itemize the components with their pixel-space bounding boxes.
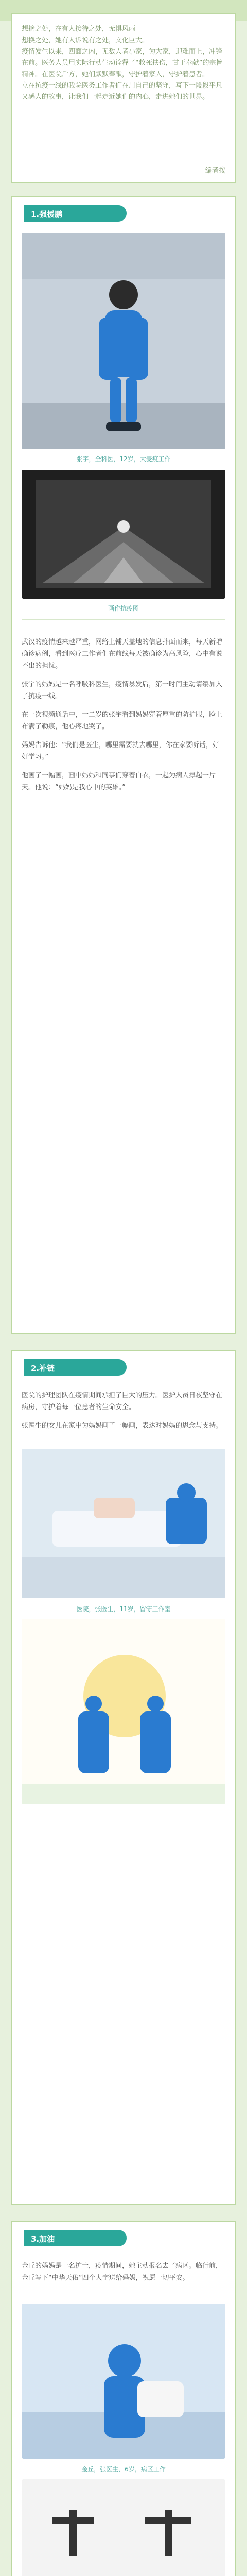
intro-signature: ——编者按 xyxy=(191,167,225,175)
intro-text xyxy=(22,24,225,103)
intro-line-3: 疫情发生以来，四面之内，无数人者小家，为大家，迎难而上，冲锋在前。医务人员用实际行动生动诠释了“救死扶伤，甘于奉献”的宗旨精神。在医院后方，她们默默奉献，守护着家人，守护着患者。 xyxy=(22,48,223,78)
section-1-paragraph-2: 张宇的妈妈是一名呼吸科医生，疫情暴发后，第一时间主动请缨加入了抗疫一线。 xyxy=(22,681,223,700)
intro-line-2: 想换之处，她有人诉说有之处，文化巨大。 xyxy=(22,37,149,44)
section-3-photo-1 xyxy=(22,2304,225,2459)
intro-line-4: 立在抗疫一线的我院医务工作者们在用自己的坚守，写下一段段平凡又感人的故事，让我们一起走近她们的内心，走进她们的世界。 xyxy=(22,82,223,101)
section-2-card xyxy=(11,1350,236,2205)
hospital-room-illustration xyxy=(22,1449,225,1598)
section-3-badge: 3.加油 xyxy=(24,2230,127,2246)
section-1-paragraph-3: 在一次视频通话中，十二岁的张宇看到妈妈穿着厚重的防护服，脸上布满了勒痕，他心疼地哭了。 xyxy=(22,711,223,731)
section-3-photo-2 xyxy=(22,2479,225,2576)
section-1-caption-2: 画作抗疫图 xyxy=(108,605,139,612)
intro-card xyxy=(11,13,236,183)
section-3-paragraph-1: 金丘的妈妈是一名护士，疫情期间，她主动报名去了病区。临行前，金丘写下“中华天佑”四个大字送给妈妈，祝愿一切平安。 xyxy=(22,2262,223,2282)
section-1-badge: 1.强援鹏 xyxy=(24,205,127,222)
section-1-paragraph-4: 妈妈告诉他：“我们是医生，哪里需要就去哪里，你在家要听话，好好学习。” xyxy=(22,741,219,761)
section-2-caption-1: 医院，张医生，11岁，留守工作室 xyxy=(76,1605,171,1613)
section-2-paragraph-2: 张医生的女儿在家中为妈妈画了一幅画，表达对妈妈的思念与支持。 xyxy=(22,1422,223,1430)
section-2-photo-1 xyxy=(22,1449,225,1598)
section-1-caption-1: 张宇，全科医，12岁，大麦疫工作 xyxy=(76,455,171,463)
section-1-card xyxy=(11,196,236,1334)
section-1-photo-1 xyxy=(22,233,225,449)
section-2-photo-2 xyxy=(22,1619,225,1804)
medical-worker-photo-illustration xyxy=(22,2304,225,2459)
section-2-paragraph-1: 医院的护理团队在疫情期间承担了巨大的压力。医护人员日夜坚守在病房，守护着每一位患者的生命安全。 xyxy=(22,1392,223,1411)
drawing-illustration xyxy=(22,1619,225,1804)
section-2-intro xyxy=(22,1383,225,1438)
tunnel-illustration xyxy=(22,470,225,599)
section-3-intro xyxy=(22,2253,225,2291)
section-1-paragraph-1: 武汉的疫情越来越严重，网络上铺天盖地的信息扑面而来，每天新增确诊病例，看到医疗工作者们在前线每天被确诊为高风险，心中有说不出的担忧。 xyxy=(22,638,223,670)
calligraphy-illustration xyxy=(22,2479,225,2576)
section-1-paragraph-5: 他画了一幅画，画中妈妈和同事们穿着白衣，一起为病人撑起一片天。他说：“妈妈是我心中的英雄。” xyxy=(22,772,216,791)
medical-worker-illustration xyxy=(22,233,225,449)
section-2-badge: 2.补链 xyxy=(24,1359,127,1376)
section-3-card xyxy=(11,2221,236,2576)
section-1-photo-2 xyxy=(22,470,225,599)
intro-line-1: 想摘之处，在有人接待之处，无惧风雨 xyxy=(22,25,136,33)
section-3-caption-1: 金丘，张医生，6岁，病区工作 xyxy=(81,2466,166,2473)
section-1-divider xyxy=(22,619,225,620)
section-1-body xyxy=(22,630,225,800)
